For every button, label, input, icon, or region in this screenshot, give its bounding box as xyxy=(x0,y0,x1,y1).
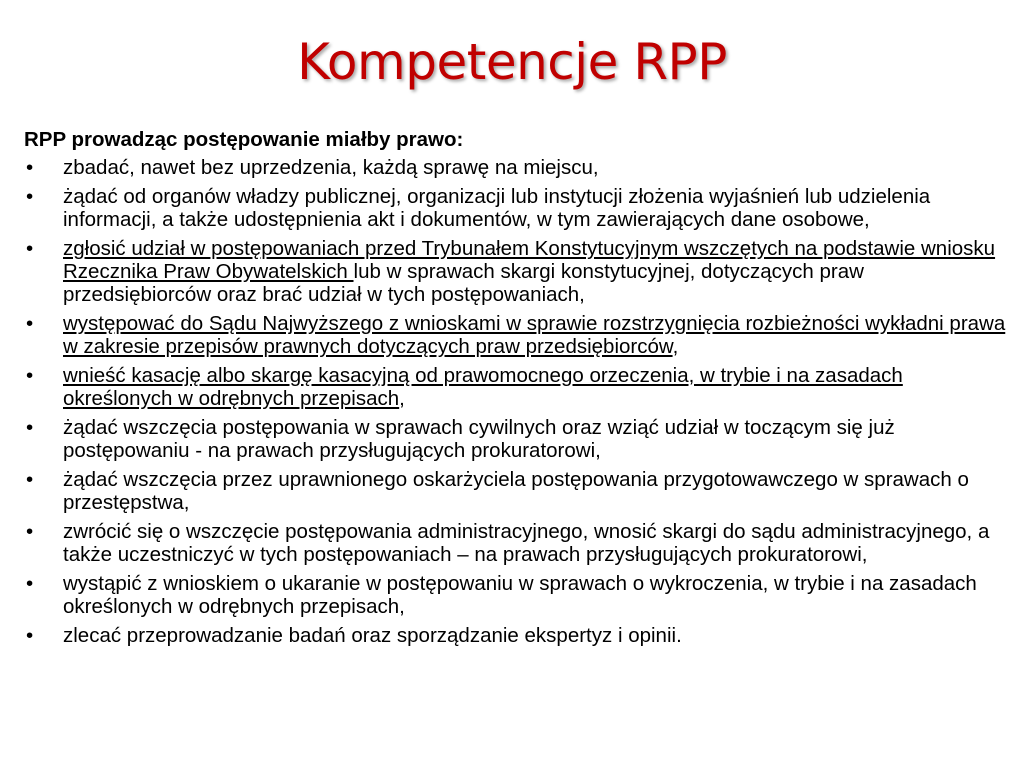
list-item xyxy=(24,185,1009,231)
list-item xyxy=(24,364,1009,410)
list-item-text: , xyxy=(399,387,405,410)
bullet-list xyxy=(24,156,1009,647)
intro-heading: RPP prowadząc postępowanie miałby prawo: xyxy=(24,128,464,151)
list-item-text: żądać od organów władzy publicznej, organizacji lub instytucji złożenia wyjaśnień lub udzielenia informacji, a także udostępnienia akt i dokumentów, w tym zawierających dane osobowe, xyxy=(63,185,931,231)
list-item-text: żądać wszczęcia postępowania w sprawach cywilnych oraz wziąć udział w toczącym się już postępowaniu - na prawach przysługujących prokuratorowi, xyxy=(63,416,895,462)
list-item xyxy=(24,312,1009,358)
list-item xyxy=(24,520,1009,566)
list-item-underlined-text: występować do Sądu Najwyższego z wnioskami w sprawie rozstrzygnięcia rozbieżności wykładni prawa w zakresie przepisów prawnych dotyczących praw przedsiębiorców xyxy=(63,312,1006,358)
list-item xyxy=(24,156,1009,179)
list-item-underlined-text: wnieść kasację albo skargę kasacyjną od prawomocnego orzeczenia, w trybie i na zasadach określonych w odrębnych przepisach xyxy=(63,364,903,410)
slide-title: Kompetencje RPP xyxy=(297,33,727,91)
list-item-text: zlecać przeprowadzanie badań oraz sporządzanie ekspertyz i opinii. xyxy=(63,624,682,647)
bullet-icon: • xyxy=(26,468,34,491)
list-item-text: żądać wszczęcia przez uprawnionego oskarżyciela postępowania przygotowawczego w sprawach o przestępstwa, xyxy=(63,468,969,514)
bullet-icon: • xyxy=(26,572,34,595)
slide-content xyxy=(24,128,1009,653)
list-item-text: , xyxy=(672,335,679,358)
bullet-icon: • xyxy=(26,156,34,179)
list-item-text: zwrócić się o wszczęcie postępowania administracyjnego, wnosić skargi do sądu administracyjnego, a także uczestniczyć w tych postępowaniach – na prawach przysługujących prokuratorowi, xyxy=(63,520,990,566)
bullet-icon: • xyxy=(26,312,34,335)
list-item-text: lub w sprawach skargi konstytucyjnej, dotyczących praw przedsiębiorców oraz brać udział w tych postępowaniach, xyxy=(63,260,864,306)
list-item xyxy=(24,237,1009,306)
list-item xyxy=(24,468,1009,514)
list-item-text: zbadać, nawet bez uprzedzenia, każdą sprawę na miejscu, xyxy=(63,156,599,179)
bullet-icon: • xyxy=(26,185,34,208)
bullet-icon: • xyxy=(26,364,34,387)
list-item xyxy=(24,572,1009,618)
list-item-text: wystąpić z wnioskiem o ukaranie w postępowaniu w sprawach o wykroczenia, w trybie i na zasadach określonych w odrębnych przepisach, xyxy=(63,572,977,618)
bullet-icon: • xyxy=(26,416,34,439)
bullet-icon: • xyxy=(26,624,34,647)
bullet-icon: • xyxy=(26,520,34,543)
list-item xyxy=(24,624,1009,647)
list-item xyxy=(24,416,1009,462)
bullet-icon: • xyxy=(26,237,34,260)
list-item-underlined-text: zgłosić udział w postępowaniach przed Trybunałem Konstytucyjnym wszczętych na podstawie wniosku Rzecznika Praw Obywatelskich xyxy=(63,237,996,283)
